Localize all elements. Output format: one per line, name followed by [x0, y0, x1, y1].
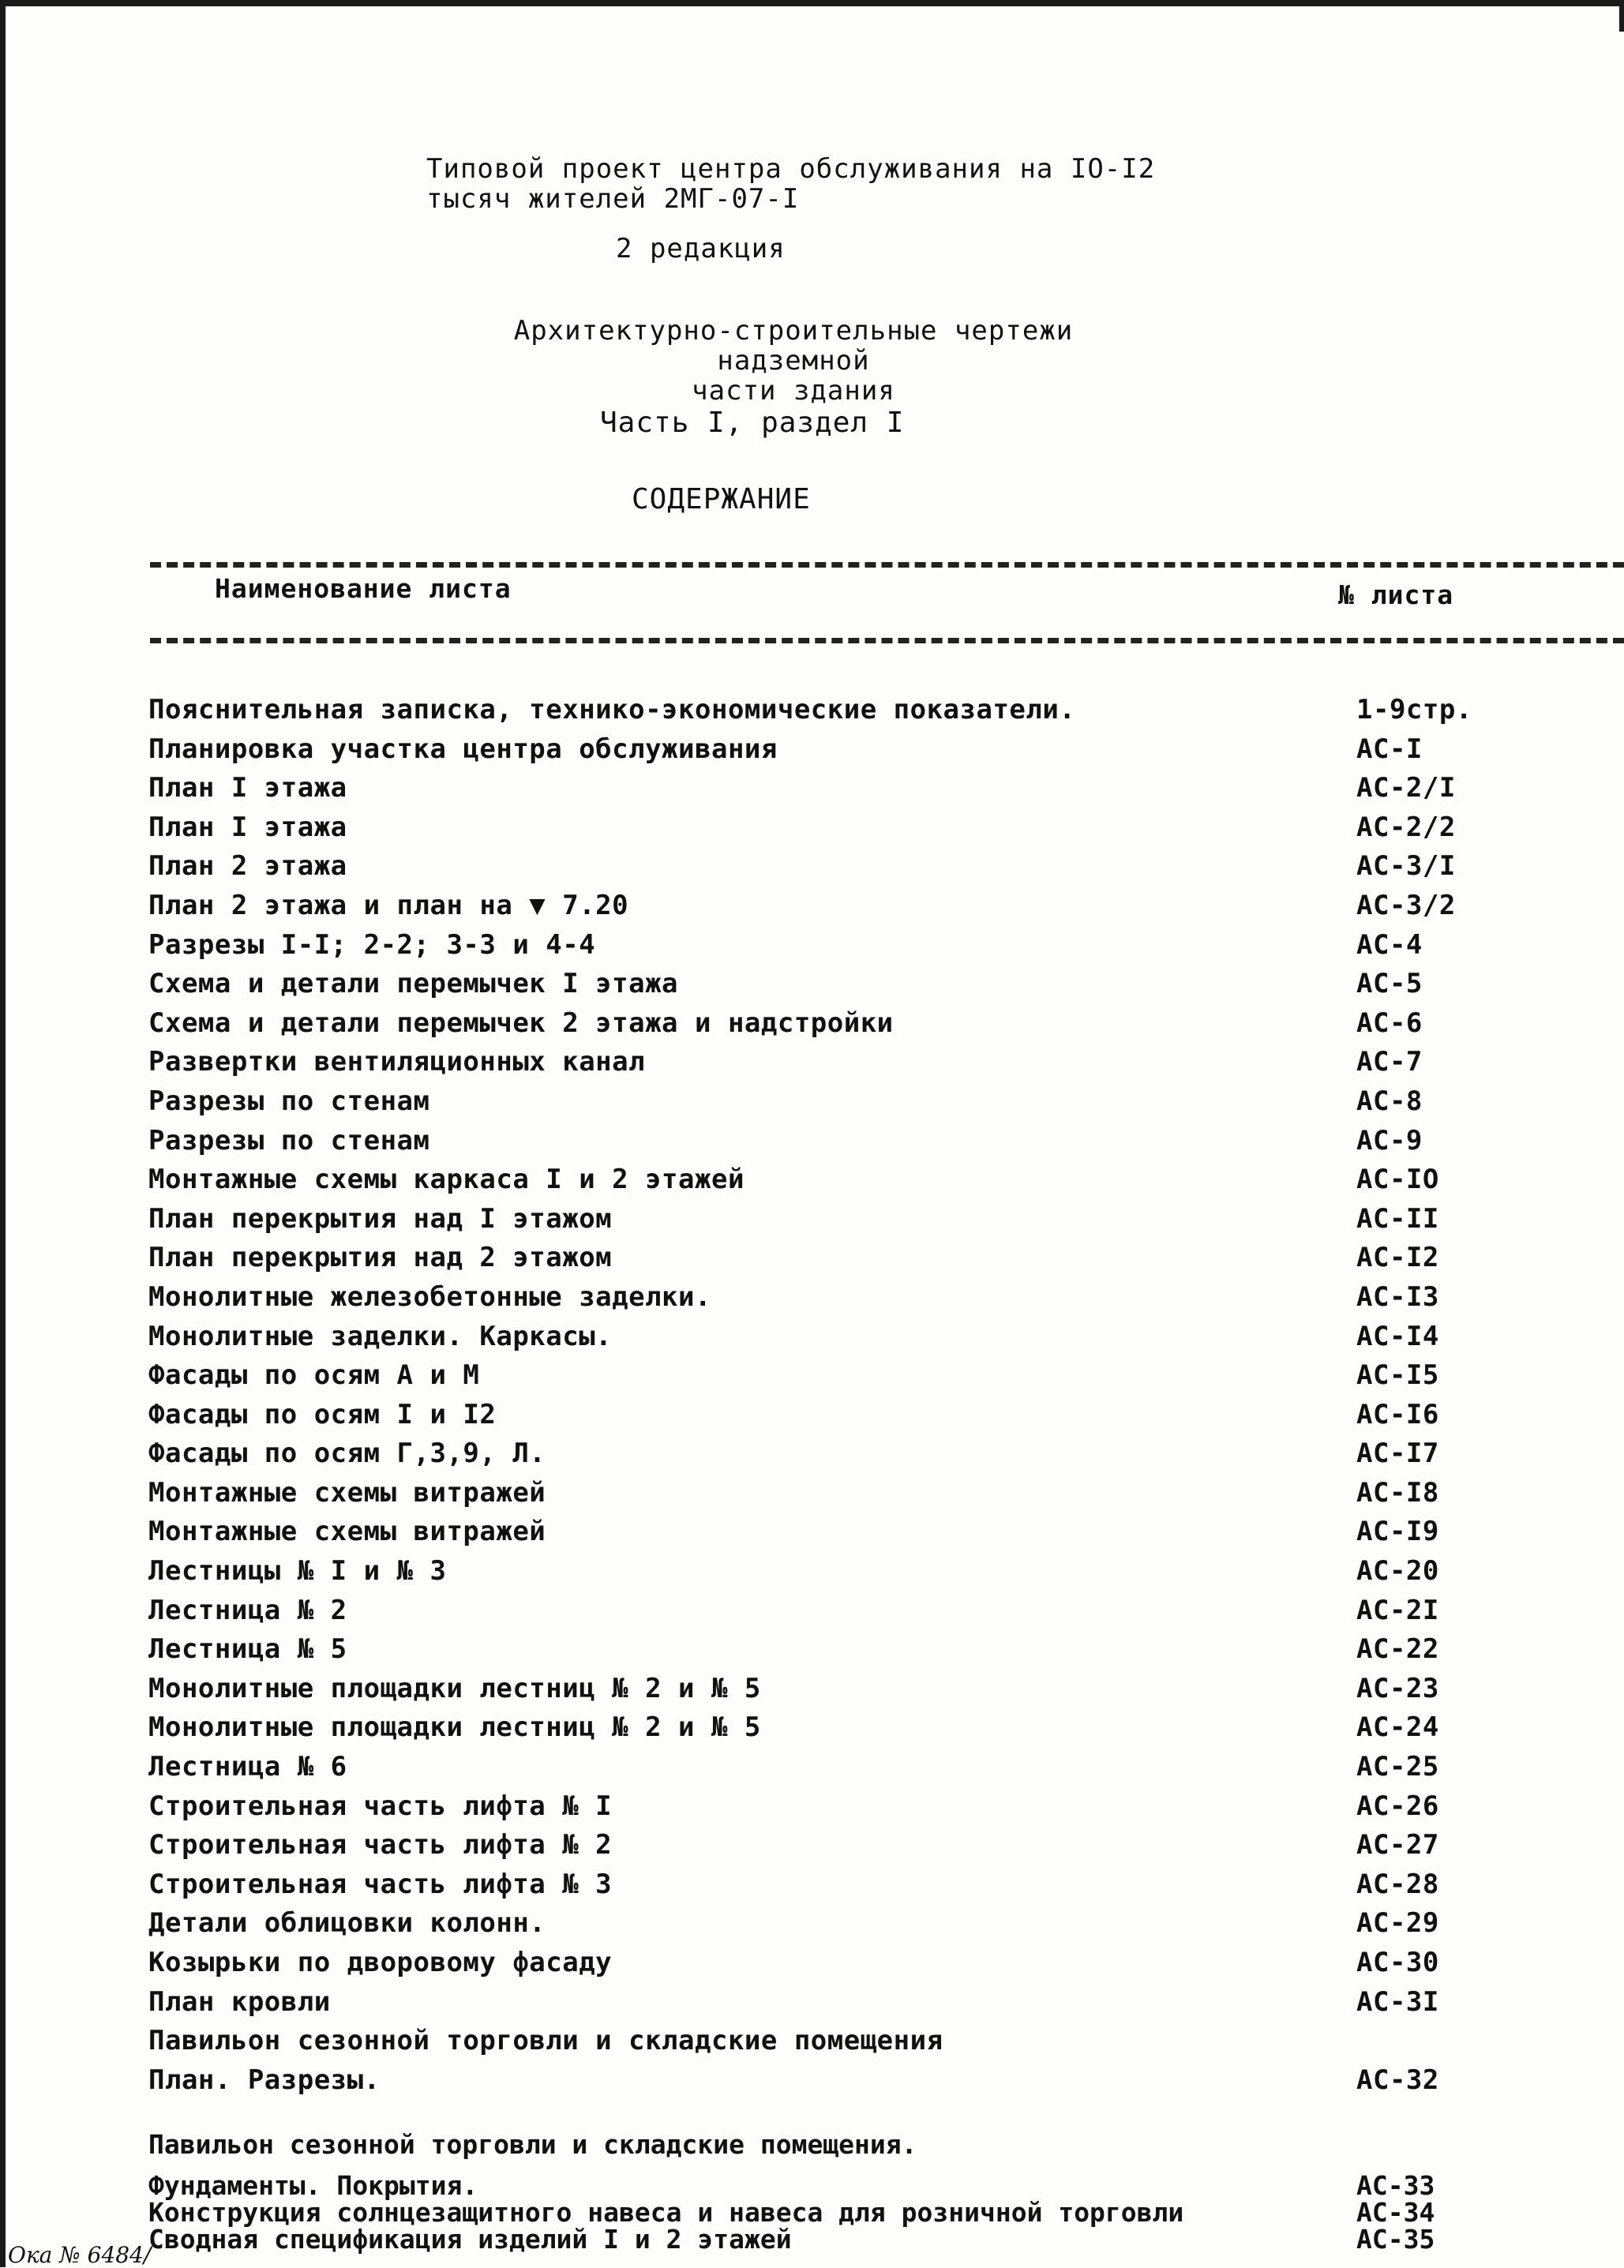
- sheet-name: Строительная часть лифта № 2: [148, 1829, 613, 1861]
- sheet-name: Разрезы по стенам: [148, 1085, 430, 1117]
- table-row: [148, 1513, 1601, 1552]
- table-row: [148, 1865, 1601, 1905]
- sheet-number: АС-9: [1356, 1124, 1423, 1156]
- table-row: [148, 1200, 1601, 1239]
- table-row: [148, 1396, 1601, 1435]
- sheet-number: АС-I5: [1356, 1359, 1439, 1392]
- sheet-name: Конструкция солнцезащитного навеса и навеса для розничной торговли: [148, 2197, 1184, 2228]
- table-row: [148, 2061, 1601, 2101]
- sheet-name: План. Разрезы.: [148, 2064, 381, 2096]
- sheet-number: АС-20: [1356, 1555, 1439, 1588]
- table-row: [148, 1434, 1601, 1474]
- sheet-number: АС-I: [1356, 733, 1423, 765]
- sheet-number: АС-I2: [1356, 1242, 1439, 1274]
- table-row: [148, 1356, 1601, 1396]
- sheet-name: Фасады по осям А и М: [148, 1359, 480, 1392]
- sheet-name: План I этажа: [148, 772, 347, 804]
- sheet-name: Фасады по осям I и I2: [148, 1398, 497, 1430]
- page-border-right: [1619, 0, 1624, 32]
- sheet-name: Монолитные железобетонные заделки.: [148, 1280, 711, 1313]
- part-section: Часть I, раздел I: [600, 407, 905, 439]
- table-row: [148, 1278, 1601, 1318]
- section2-rows: [148, 2172, 1601, 2253]
- sheet-number: АС-26: [1356, 1790, 1439, 1822]
- sheet-number: АС-32: [1356, 2064, 1439, 2096]
- table-row: [148, 1552, 1601, 1591]
- table-row: [148, 1082, 1601, 1122]
- sheet-number: АС-29: [1356, 1907, 1439, 1940]
- sheet-name: Развертки вентиляционных канал: [148, 1046, 646, 1078]
- sheet-number: АС-27: [1356, 1829, 1439, 1861]
- table-row: [148, 1904, 1601, 1944]
- sheet-number: АС-22: [1356, 1633, 1439, 1666]
- table-row: [148, 1708, 1601, 1748]
- sheet-number: АС-I3: [1356, 1280, 1439, 1313]
- margin-note: Ока № 6484/: [8, 2242, 152, 2268]
- table-row: [148, 2172, 1601, 2199]
- sheet-number: АС-2/I: [1356, 772, 1456, 804]
- sheet-number: АС-7: [1356, 1046, 1423, 1078]
- sheet-number: АС-5: [1356, 968, 1423, 1000]
- contents-table: [148, 691, 1601, 2100]
- page-border-top: [0, 0, 1624, 6]
- table-row: [148, 1787, 1601, 1827]
- sheet-name: Монтажные схемы витражей: [148, 1476, 546, 1509]
- sheet-number: АС-28: [1356, 1868, 1439, 1900]
- table-row: [148, 1670, 1601, 1709]
- sheet-number: АС-I6: [1356, 1398, 1439, 1430]
- sheet-number: АС-I4: [1356, 1320, 1439, 1352]
- table-row: [148, 1043, 1601, 1082]
- section2-heading: Павильон сезонной торговли и складские помещения.: [148, 2129, 917, 2160]
- table-row: [148, 1748, 1601, 1787]
- table-header-rule: [150, 638, 1624, 643]
- sheet-name: Планировка участка центра обслуживания: [148, 733, 778, 765]
- sheet-number: АС-33: [1356, 2170, 1435, 2201]
- table-row: [148, 847, 1601, 887]
- sheet-name: Пояснительная записка, технико-экономические показатели.: [148, 694, 1076, 725]
- sheet-number: АС-I8: [1356, 1476, 1439, 1509]
- sheet-name: Монолитные площадки лестниц № 2 и № 5: [148, 1711, 761, 1744]
- table-row: [148, 887, 1601, 926]
- sheet-name: Монолитные заделки. Каркасы.: [148, 1320, 613, 1352]
- sheet-number: АС-4: [1356, 928, 1423, 961]
- sheet-name: Монтажные схемы каркаса I и 2 этажей: [148, 1164, 744, 1196]
- sheet-name: Лестница № 6: [148, 1751, 347, 1783]
- table-top-rule: [150, 562, 1624, 568]
- column-header-number: № листа: [1338, 579, 1454, 610]
- sheet-name: Монтажные схемы витражей: [148, 1516, 546, 1548]
- sheet-number: АС-8: [1356, 1085, 1423, 1117]
- sheet-number: АС-25: [1356, 1751, 1439, 1783]
- table-row: [148, 1591, 1601, 1631]
- column-header-name: Наименование листа: [215, 573, 512, 604]
- sheet-name: Разрезы по стенам: [148, 1124, 430, 1156]
- sheet-number: АС-I9: [1356, 1516, 1439, 1548]
- sheet-number: АС-30: [1356, 1947, 1439, 1978]
- sheet-name: Сводная спецификация изделий I и 2 этажей: [148, 2224, 792, 2255]
- sheet-name: Строительная часть лифта № 3: [148, 1868, 613, 1900]
- sheet-name: Лестница № 2: [148, 1594, 347, 1626]
- title-line-1: Типовой проект центра обслуживания на IO-I2: [426, 153, 1156, 185]
- sheet-name: Фундаменты. Покрытия.: [148, 2170, 478, 2201]
- sheet-name: Схема и детали перемычек 2 этажа и надстройки: [148, 1007, 894, 1039]
- sheet-name: План перекрытия над I этажом: [148, 1202, 613, 1235]
- sheet-number: АС-3I: [1356, 1985, 1439, 2018]
- page-border-left: [0, 0, 6, 2267]
- table-row: [148, 926, 1601, 965]
- table-row: [148, 1826, 1601, 1865]
- table-row: [148, 1944, 1601, 1983]
- sheet-name: Разрезы I-I; 2-2; 3-3 и 4-4: [148, 928, 596, 961]
- sheet-name: Фасады по осям Г,3,9, Л.: [148, 1438, 546, 1470]
- document-subtitle: [438, 316, 1149, 406]
- sheet-name: Лестница № 5: [148, 1633, 347, 1666]
- sheet-number: АС-35: [1356, 2224, 1435, 2255]
- contents-heading: СОДЕРЖАНИЕ: [632, 483, 811, 515]
- sheet-name: Павильон сезонной торговли и складские помещения: [148, 2025, 943, 2057]
- sheet-name: План кровли: [148, 1985, 331, 2018]
- sheet-name: Лестницы № I и № 3: [148, 1555, 447, 1588]
- table-row: [148, 1474, 1601, 1513]
- table-row: [148, 2199, 1601, 2226]
- table-row: [148, 1630, 1601, 1670]
- sheet-name: План 2 этажа и план на ▼ 7.20: [148, 889, 629, 921]
- document-title: [426, 154, 1155, 214]
- sheet-number: АС-IO: [1356, 1164, 1439, 1196]
- sheet-number: АС-24: [1356, 1711, 1439, 1744]
- sheet-name: Козырьки по дворовому фасаду: [148, 1947, 613, 1978]
- table-row: [148, 808, 1601, 848]
- sheet-number: 1-9стр.: [1356, 694, 1472, 725]
- subtitle-line-2: части здания: [692, 375, 895, 407]
- table-row: [148, 769, 1601, 808]
- sheet-number: АС-I7: [1356, 1438, 1439, 1470]
- table-row: [148, 2022, 1601, 2061]
- sheet-number: АС-2I: [1356, 1594, 1439, 1626]
- section2-block: [148, 2131, 1601, 2253]
- sheet-number: АС-2/2: [1356, 811, 1456, 843]
- sheet-name: Строительная часть лифта № I: [148, 1790, 613, 1822]
- sheet-name: План перекрытия над 2 этажом: [148, 1242, 613, 1274]
- sheet-number: АС-23: [1356, 1672, 1439, 1704]
- sheet-name: Детали облицовки колонн.: [148, 1907, 546, 1940]
- table-row: [148, 1239, 1601, 1278]
- sheet-name: План I этажа: [148, 811, 347, 843]
- table-row: [148, 1160, 1601, 1200]
- sheet-number: АС-II: [1356, 1202, 1439, 1235]
- sheet-number: АС-6: [1356, 1007, 1423, 1039]
- table-row: [148, 1318, 1601, 1357]
- edition: 2 редакция: [616, 233, 786, 264]
- table-row: [148, 2226, 1601, 2253]
- table-row: [148, 1004, 1601, 1044]
- table-row: [148, 1983, 1601, 2022]
- table-row: [148, 1122, 1601, 1161]
- sheet-name: План 2 этажа: [148, 850, 347, 883]
- sheet-number: АС-3/2: [1356, 889, 1456, 921]
- sheet-name: Монолитные площадки лестниц № 2 и № 5: [148, 1672, 761, 1704]
- table-row: [148, 691, 1601, 730]
- table-row: [148, 730, 1601, 770]
- title-line-2: тысяч жителей 2МГ-07-I: [426, 183, 800, 215]
- sheet-number: АС-34: [1356, 2197, 1435, 2228]
- sheet-name: Схема и детали перемычек I этажа: [148, 968, 679, 1000]
- sheet-number: АС-3/I: [1356, 850, 1456, 883]
- table-row: [148, 965, 1601, 1004]
- subtitle-line-1: Архитектурно-строительные чертежи надземной: [513, 315, 1074, 377]
